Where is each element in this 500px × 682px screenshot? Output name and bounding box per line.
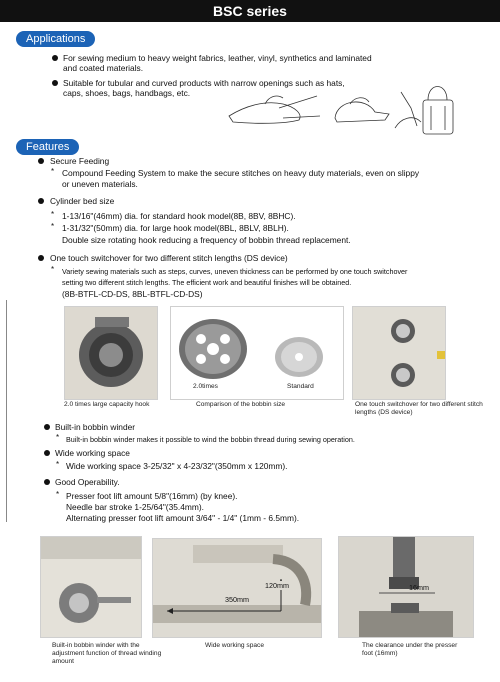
bobbin-label: Standard	[287, 383, 314, 390]
bobbin-winder-photo	[40, 536, 142, 638]
feature-text: Double size rotating hook reducing a frequency of bobbin thread replacement.	[62, 235, 351, 245]
product-sketches-illustration	[225, 78, 460, 140]
ds-device-photo	[352, 306, 446, 400]
feature-title: Built-in bobbin winder	[55, 422, 136, 432]
bullet-icon	[44, 479, 50, 485]
feature-title: Secure Feeding	[50, 156, 110, 166]
photo-caption: One touch switchover for two different stitch lengths (DS device)	[355, 401, 483, 417]
feature-text: Presser foot lift amount 5/8"(16mm) (by knee).	[66, 491, 238, 501]
asterisk-icon: *	[51, 265, 55, 274]
bullet-icon	[38, 255, 44, 261]
asterisk-icon: *	[56, 490, 60, 499]
applications-heading: Applications	[16, 31, 95, 47]
application-text: and coated materials.	[63, 63, 144, 73]
bullet-icon	[38, 198, 44, 204]
feature-text: Alternating presser foot lift amount 3/64" - 1/4" (1mm - 6.5mm).	[66, 513, 300, 523]
feature-title: Good Operability.	[55, 477, 120, 487]
feature-text: Wide working space 3-25/32" x 4-23/32"(350mm x 120mm).	[66, 461, 288, 471]
application-text: caps, shoes, bags, handbags, etc.	[63, 88, 191, 98]
feature-text: 1-13/16"(46mm) dia. for standard hook model(8B, 8BV, 8BHC).	[62, 211, 296, 221]
asterisk-icon: *	[51, 210, 55, 219]
features-heading: Features	[16, 139, 79, 155]
feature-title: Wide working space	[55, 448, 130, 458]
bobbin-label: 2.0times	[193, 383, 218, 390]
application-text: For sewing medium to heavy weight fabrics, leather, vinyl, synthetics and laminated	[63, 53, 372, 63]
feature-text: Needle bar stroke 1-25/64"(35.4mm).	[66, 502, 204, 512]
photo-caption: Built-in bobbin winder with the adjustment function of thread winding amount	[52, 642, 162, 666]
feature-text: Built-in bobbin winder makes it possible to wind the bobbin thread during sewing operation.	[66, 435, 355, 444]
feature-title: Cylinder bed size	[50, 196, 115, 206]
asterisk-icon: *	[51, 222, 55, 231]
bullet-icon	[38, 158, 44, 164]
presser-clearance-photo	[338, 536, 474, 638]
photo-caption: The clearance under the presser foot (16mm)	[362, 642, 458, 658]
bullet-icon	[44, 424, 50, 430]
feature-text: Variety sewing materials such as steps, curves, uneven thickness can be performed by one touch switchover	[62, 267, 408, 276]
photo-caption: Comparison of the bobbin size	[196, 401, 286, 408]
feature-text: or uneven materials.	[62, 179, 138, 189]
bullet-icon	[52, 80, 58, 86]
feature-text: setting two different stitch lengths. The efficient work and beautiful finishes will be obtained.	[62, 278, 352, 287]
dimension-label: 120mm	[265, 581, 289, 590]
photo-caption: 2.0 times large capacity hook	[64, 401, 150, 408]
hook-photo	[64, 306, 158, 400]
dimension-label: 16mm	[409, 583, 429, 592]
feature-title: One touch switchover for two different stitch lengths (DS device)	[50, 253, 288, 263]
asterisk-icon: *	[56, 460, 60, 469]
photo-caption: Wide working space	[205, 642, 265, 649]
asterisk-icon: *	[51, 167, 55, 176]
bobbin-comparison-photo	[170, 306, 344, 400]
feature-text: 1-31/32"(50mm) dia. for large hook model(8BL, 8BLV, 8BLH).	[62, 223, 289, 233]
page-title: BSC series	[0, 0, 500, 22]
working-space-photo	[152, 538, 322, 638]
margin-rule	[6, 300, 7, 522]
bullet-icon	[44, 450, 50, 456]
asterisk-icon: *	[56, 433, 60, 442]
dimension-label: 350mm	[225, 595, 249, 604]
feature-text: Compound Feeding System to make the secure stitches on heavy duty materials, even on slippy	[62, 168, 420, 178]
application-text: Suitable for tubular and curved products with narrow openings such as hats,	[63, 78, 345, 88]
feature-text: (8B-BTFL-CD-DS, 8BL-BTFL-CD-DS)	[62, 289, 203, 299]
bullet-icon	[52, 55, 58, 61]
